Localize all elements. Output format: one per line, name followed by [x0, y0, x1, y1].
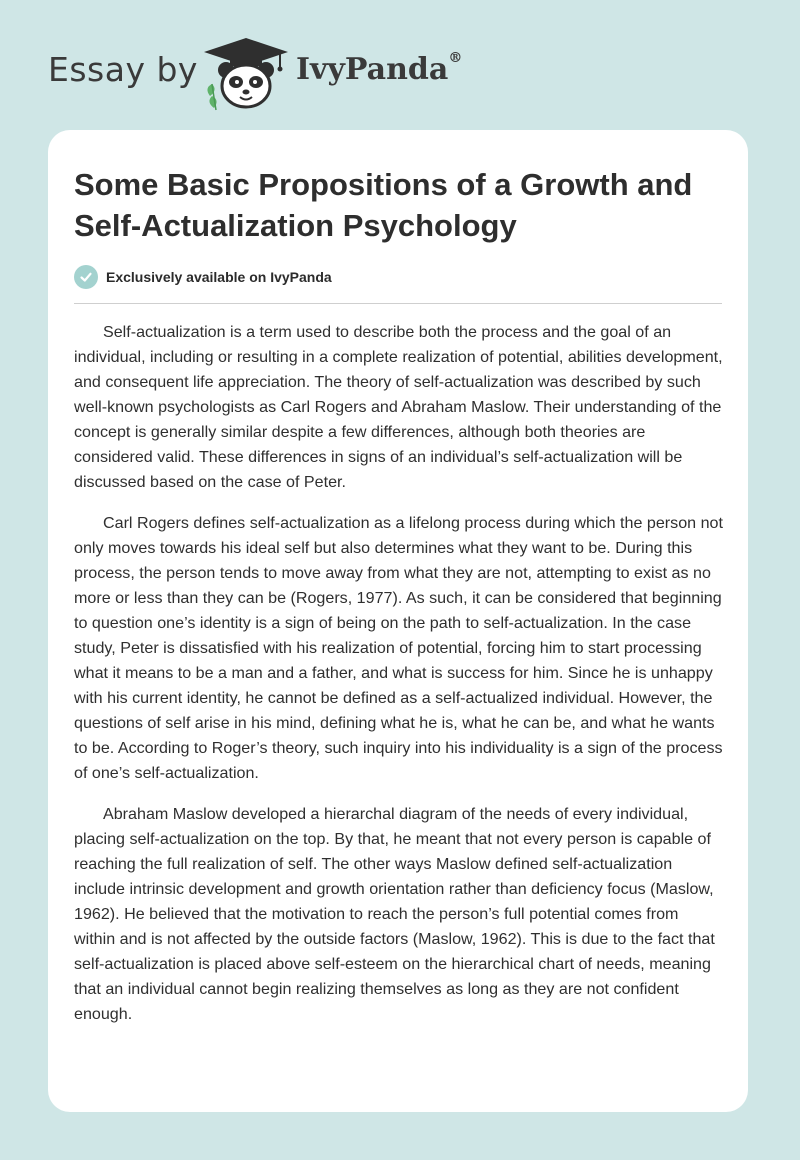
badge-text: Exclusively available on IvyPanda	[106, 269, 332, 285]
paragraph: Abraham Maslow developed a hierarchal diagram of the needs of every individual, placing self-actualization on the top. By that, he meant that not every person is capable of reaching the full realization of self. The other ways Maslow defined self-actualization include intrinsic development and growth orientation rather than deficiency focus (Maslow, 1962). He believed that the motivation to reach the person’s full potential comes from within and is not affected by the outside factors (Maslow, 1962). This is due to the fact that self-actualization is placed above self-esteem on the hierarchical chart of needs, meaning that an individual cannot begin realizing themselves as long as they are not confident enough.	[74, 805, 715, 1023]
divider	[74, 303, 722, 304]
site-header	[0, 0, 800, 130]
essay-body	[74, 320, 724, 1043]
paragraph: Self-actualization is a term used to describe both the process and the goal of an individual, including or resulting in a complete realization of potential, abilities development, and consequent life appreciation. The theory of self-actualization was described by such well-known psychologists as Carl Rogers and Abraham Maslow. Their understanding of the concept is generally similar despite a few differences, although both theories are considered valid. These differences in signs of an individual’s self-actualization will be discussed based on the case of Peter.	[74, 323, 723, 491]
essay-title: Some Basic Propositions of a Growth and Self-Actualization Psychology	[74, 167, 693, 243]
registered-mark: ®	[448, 50, 463, 66]
checkmark-icon	[74, 265, 98, 289]
brand-name[interactable]	[296, 52, 462, 87]
essay-by-label: Essay by	[48, 50, 198, 89]
ivypanda-logo-icon[interactable]	[200, 36, 292, 112]
essay-card	[48, 130, 748, 1112]
exclusive-badge	[74, 264, 332, 290]
paragraph: Carl Rogers defines self-actualization as a lifelong process during which the person not only moves towards his ideal self but also determines what they want to be. During this process, the person tends to move away from what they are not, attempting to exist as no more or less than they can be (Rogers, 1977). As such, it can be considered that beginning to question one’s identity is a sign of being on the path to self-actualization. In the case study, Peter is dissatisfied with his realization of potential, forcing him to start processing what it means to be a man and a father, and what is success for him. Since he is unhappy with his current identity, he cannot be defined as a self-actualized individual. However, the questions of self arise in his mind, defining what he is, what he can be, and what he wants to be. According to Roger’s theory, such inquiry into his individuality is a sign of the process of one’s self-actualization.	[74, 514, 723, 782]
brand-text: IvyPanda	[296, 52, 449, 87]
